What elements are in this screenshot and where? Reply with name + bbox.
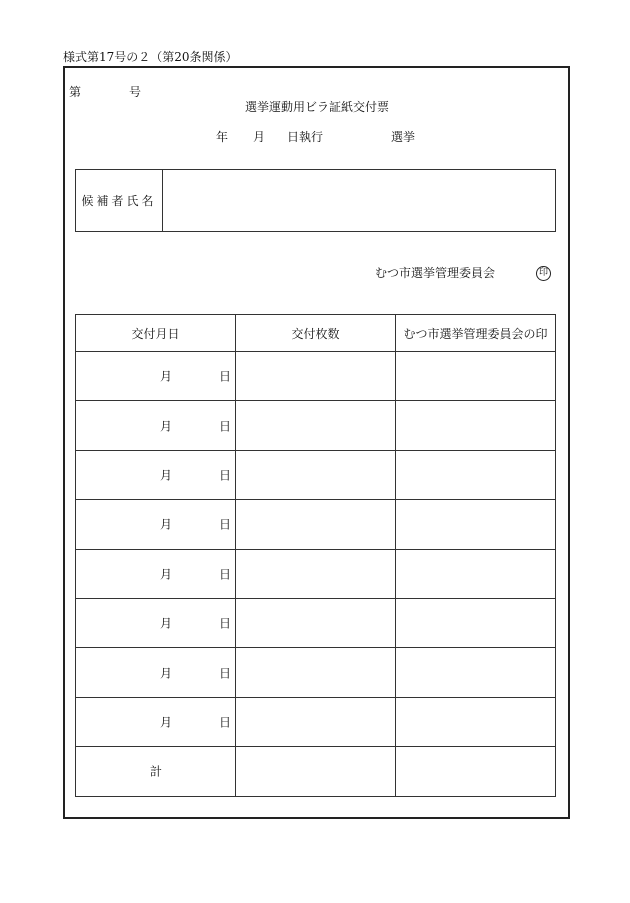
month-label: 月 xyxy=(160,715,173,730)
seal-cell[interactable] xyxy=(396,549,556,598)
seal-cell[interactable] xyxy=(396,352,556,401)
candidate-label: 候補者氏名 xyxy=(76,170,163,231)
month-label: 月 xyxy=(160,616,173,631)
count-cell[interactable] xyxy=(236,401,396,450)
day-label: 日 xyxy=(219,666,232,681)
table-row xyxy=(76,401,556,450)
count-cell[interactable] xyxy=(236,500,396,549)
seal-cell[interactable] xyxy=(396,401,556,450)
election-year: 年 xyxy=(216,130,229,144)
day-label: 日 xyxy=(219,715,232,730)
header-seal: むつ市選挙管理委員会の印 xyxy=(396,315,556,352)
month-label: 月 xyxy=(160,567,173,582)
table-row xyxy=(76,500,556,549)
election-name: 選挙 xyxy=(391,130,416,144)
count-cell[interactable] xyxy=(236,352,396,401)
number-prefix: 第 xyxy=(69,85,82,99)
count-cell[interactable] xyxy=(236,549,396,598)
page-title: 選挙運動用ビラ証紙交付票 xyxy=(245,100,390,114)
day-label: 日 xyxy=(219,419,232,434)
header-date: 交付月日 xyxy=(76,315,236,352)
count-cell[interactable] xyxy=(236,648,396,697)
seal-cell[interactable] xyxy=(396,648,556,697)
form-label: 様式第17号の２（第20条関係） xyxy=(63,50,238,64)
header-count: 交付枚数 xyxy=(236,315,396,352)
table-row xyxy=(76,697,556,746)
day-label: 日 xyxy=(219,369,232,384)
seal-mark: 印 xyxy=(536,266,551,281)
count-cell[interactable] xyxy=(236,450,396,499)
day-label: 日 xyxy=(219,468,232,483)
day-label: 日 xyxy=(219,616,232,631)
number-suffix: 号 xyxy=(129,85,142,99)
candidate-name-box xyxy=(75,169,556,232)
total-label: 計 xyxy=(150,764,163,779)
count-cell[interactable] xyxy=(236,598,396,647)
seal-cell[interactable] xyxy=(396,697,556,746)
total-seal-cell[interactable] xyxy=(396,747,556,796)
election-day: 日執行 xyxy=(287,130,324,144)
table-header-row xyxy=(76,315,556,352)
total-row xyxy=(76,747,556,796)
issuance-table xyxy=(75,314,556,797)
month-label: 月 xyxy=(160,468,173,483)
table-row xyxy=(76,648,556,697)
table-row xyxy=(76,598,556,647)
month-label: 月 xyxy=(160,517,173,532)
count-cell[interactable] xyxy=(236,697,396,746)
table-row xyxy=(76,450,556,499)
table-row xyxy=(76,549,556,598)
total-count-cell[interactable] xyxy=(236,747,396,796)
seal-cell[interactable] xyxy=(396,500,556,549)
month-label: 月 xyxy=(160,419,173,434)
election-month: 月 xyxy=(253,130,266,144)
month-label: 月 xyxy=(160,666,173,681)
seal-cell[interactable] xyxy=(396,450,556,499)
month-label: 月 xyxy=(160,369,173,384)
day-label: 日 xyxy=(219,517,232,532)
day-label: 日 xyxy=(219,567,232,582)
issuer-name: むつ市選挙管理委員会 xyxy=(375,266,496,280)
table-row xyxy=(76,352,556,401)
seal-cell[interactable] xyxy=(396,598,556,647)
